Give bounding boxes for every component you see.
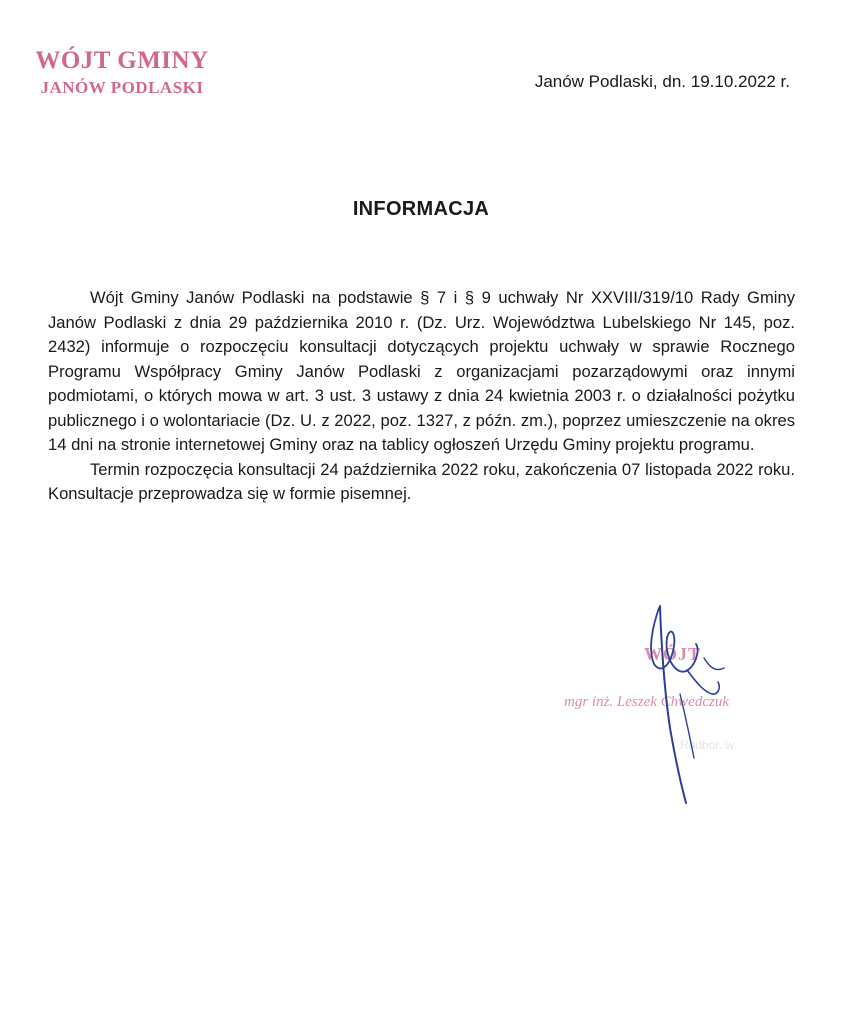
document-title: INFORMACJA (352, 198, 490, 220)
office-stamp (22, 46, 222, 100)
faint-bleed-text: Radbor. w (680, 738, 735, 752)
body-paragraph-dates: Termin rozpoczęcia konsultacji 24 października 2022 roku, zakończenia 07 listopada 2022 roku. Konsultacje przeprowadza się w formie pisemnej. (48, 459, 795, 503)
body-paragraph-main: Wójt Gminy Janów Podlaski na podstawie § 7 i § 9 uchwały Nr XXVIII/319/10 Rady Gminy Janów Podlaski z dnia 29 października 2010 r. (Dz. Urz. Województwa Lubelskiego Nr 145, poz. 2432) informuje o rozpoczęciu konsultacji dotyczących projektu uchwały w sprawie Rocznego Programu Współpracy Gminy Janów Podlaski z organizacjami pozarządowymi oraz innymi podmiotami, o których mowa w art. 3 ust. 3 ustawy z dnia 24 kwietnia 2003 r. o działalności pożytku publicznego i o wolontariacie (Dz. U. z 2022, poz. 1327, z późn. zm.), poprzez umieszczenie na okres 14 dni na stronie internetowej Gminy oraz na tablicy ogłoszeń Urzędu Gminy projektu programu. (48, 288, 795, 454)
signature-block (540, 598, 800, 818)
stamp-line-office: WÓJT GMINY (35, 47, 209, 74)
handwritten-signature-icon (540, 598, 800, 818)
stamp-line-municipality: JANÓW PODLASKI (40, 78, 204, 97)
signature-stamp-title: WÓJT (644, 644, 702, 664)
document-body (48, 286, 795, 507)
signature-stamp-name: mgr inż. Leszek Chwedczuk (564, 694, 729, 710)
document-date: Janów Podlaski, dn. 19.10.2022 r. (534, 72, 790, 91)
